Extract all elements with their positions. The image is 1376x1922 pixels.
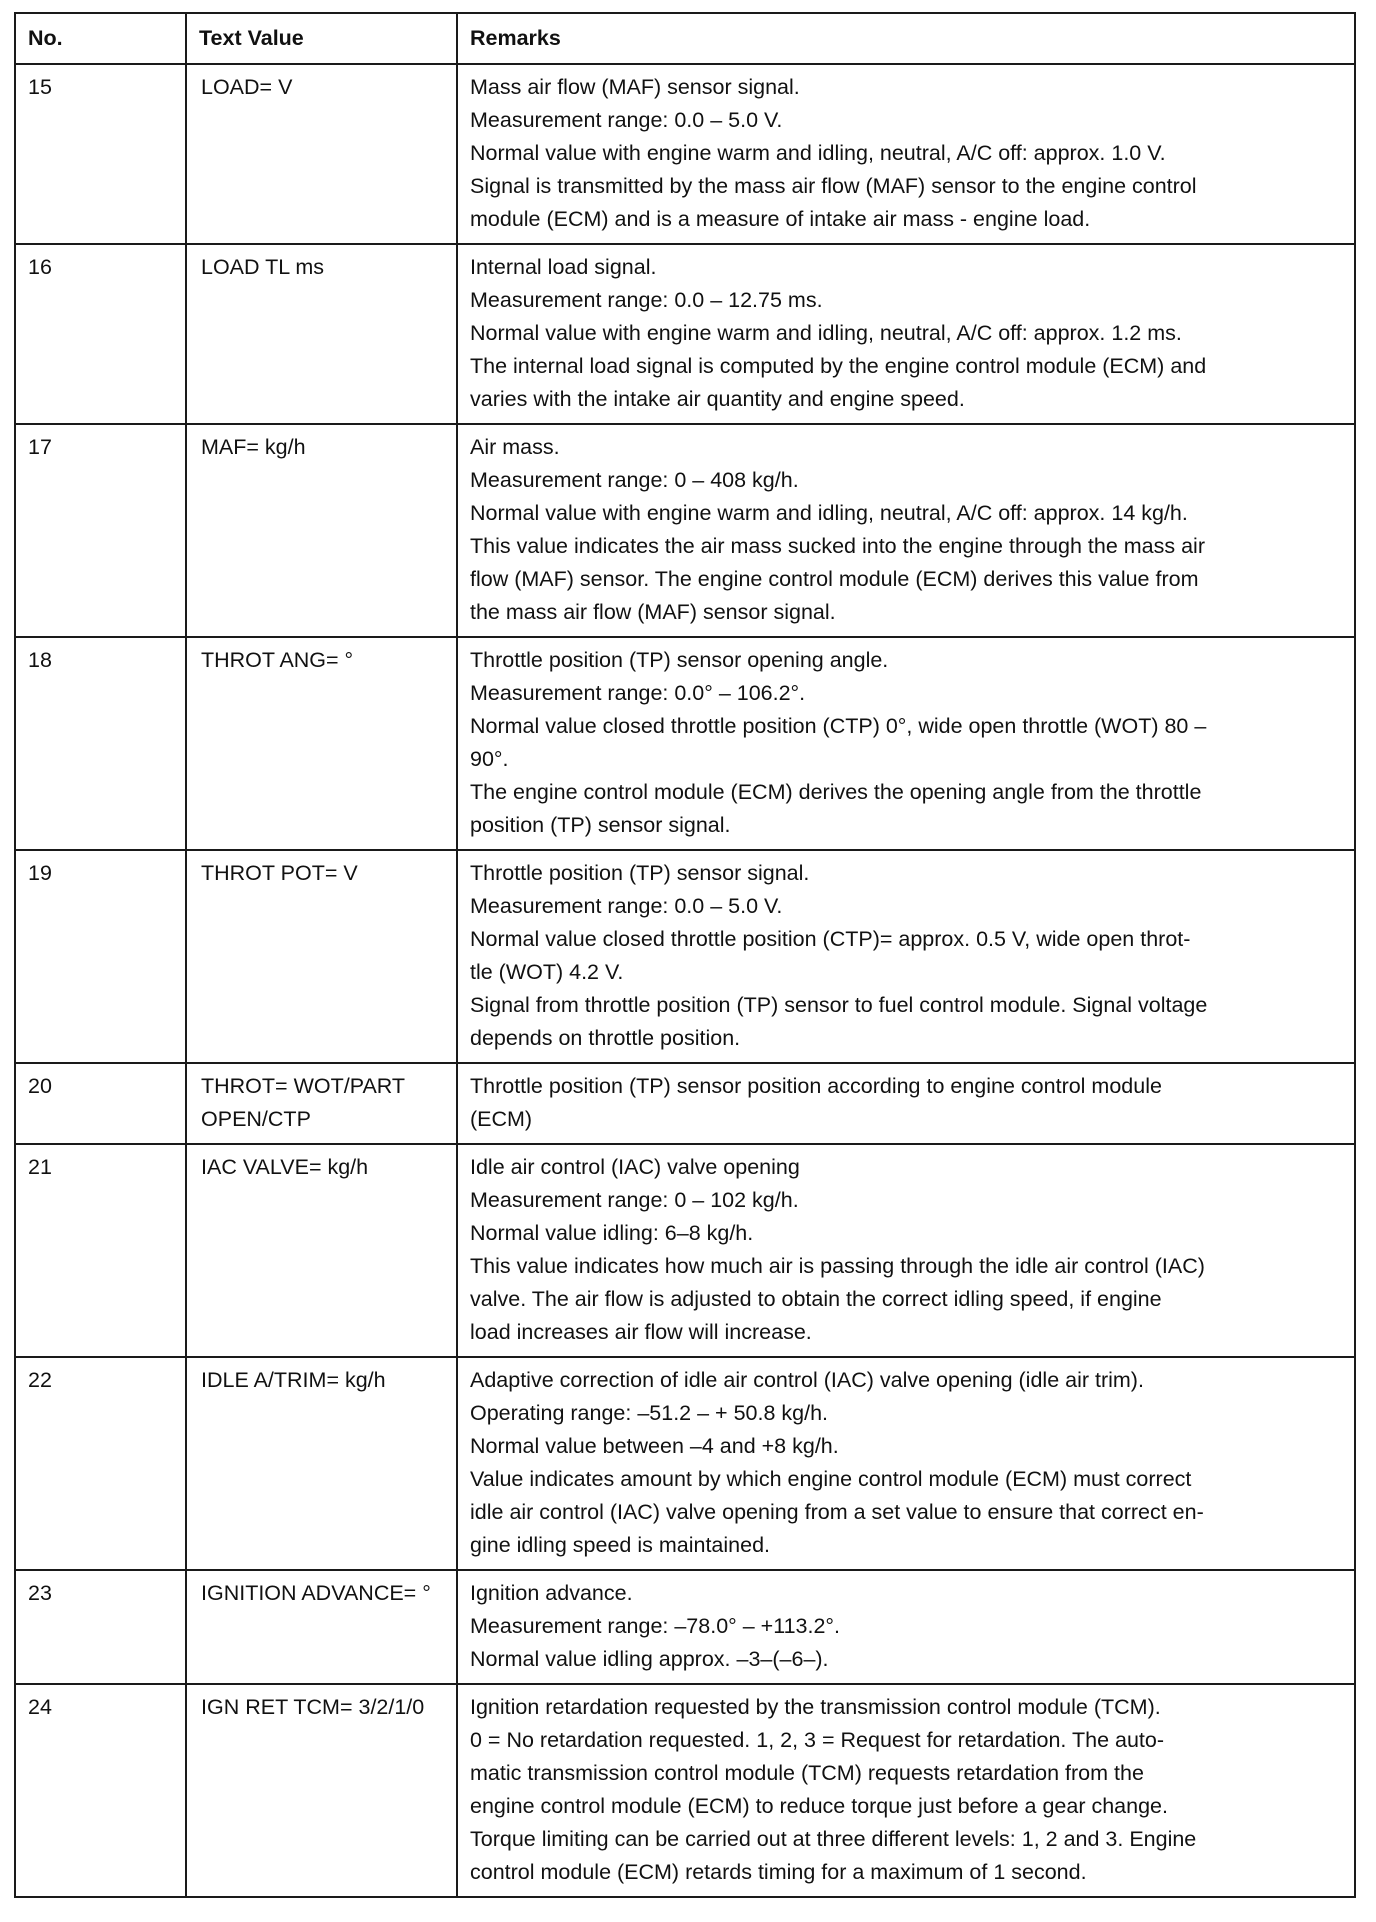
remark-line: This value indicates how much air is passing through the idle air control (IAC)	[470, 1254, 1205, 1278]
remark-line: tle (WOT) 4.2 V.	[470, 960, 624, 984]
remark-line: Normal value with engine warm and idling, neutral, A/C off: approx. 1.0 V.	[470, 141, 1166, 165]
remark-line: gine idling speed is maintained.	[470, 1533, 771, 1557]
table-row	[15, 64, 1355, 244]
remarks	[457, 1684, 1355, 1897]
remark-line: 90°.	[470, 747, 509, 771]
remark-line: Measurement range: 0 – 408 kg/h.	[470, 468, 799, 492]
remark-line: module (ECM) and is a measure of intake air mass - engine load.	[470, 207, 1091, 231]
text-value: LOAD= V	[186, 64, 457, 244]
table-row	[15, 1570, 1355, 1684]
remark-line: Normal value with engine warm and idling, neutral, A/C off: approx. 14 kg/h.	[470, 501, 1188, 525]
text-value: LOAD TL ms	[186, 244, 457, 424]
remarks	[457, 1570, 1355, 1684]
remarks	[457, 1063, 1355, 1144]
table-body	[15, 64, 1355, 1897]
remark-line: Adaptive correction of idle air control (IAC) valve opening (idle air trim).	[470, 1368, 1144, 1392]
remark-line: Normal value idling approx. –3–(–6–).	[470, 1647, 829, 1671]
text-value: IGNITION ADVANCE= °	[186, 1570, 457, 1684]
row-number: 18	[15, 637, 186, 850]
remark-line: Normal value with engine warm and idling, neutral, A/C off: approx. 1.2 ms.	[470, 321, 1182, 345]
row-number: 15	[15, 64, 186, 244]
remark-line: (ECM)	[470, 1107, 533, 1131]
remark-line: Internal load signal.	[470, 255, 657, 279]
remark-line: idle air control (IAC) valve opening from a set value to ensure that correct en-	[470, 1500, 1204, 1524]
remark-line: This value indicates the air mass sucked into the engine through the mass air	[470, 534, 1205, 558]
header-remarks: Remarks	[457, 13, 1355, 64]
remark-line: engine control module (ECM) to reduce torque just before a gear change.	[470, 1794, 1168, 1818]
header-no: No.	[15, 13, 186, 64]
row-number: 20	[15, 1063, 186, 1144]
header-text-value: Text Value	[186, 13, 457, 64]
remark-line: Measurement range: 0.0 – 5.0 V.	[470, 108, 783, 132]
remark-line: Ignition advance.	[470, 1581, 633, 1605]
remark-line: Torque limiting can be carried out at three different levels: 1, 2 and 3. Engine	[470, 1827, 1197, 1851]
remark-line: Value indicates amount by which engine control module (ECM) must correct	[470, 1467, 1192, 1491]
remarks	[457, 1357, 1355, 1570]
table-row	[15, 850, 1355, 1063]
remark-line: valve. The air flow is adjusted to obtain the correct idling speed, if engine	[470, 1287, 1162, 1311]
text-value: THROT POT= V	[186, 850, 457, 1063]
remark-line: Normal value closed throttle position (CTP) 0°, wide open throttle (WOT) 80 –	[470, 714, 1207, 738]
table-row	[15, 424, 1355, 637]
remark-line: Mass air flow (MAF) sensor signal.	[470, 75, 800, 99]
remark-line: Signal is transmitted by the mass air flow (MAF) sensor to the engine control	[470, 174, 1197, 198]
remark-line: load increases air flow will increase.	[470, 1320, 812, 1344]
remarks	[457, 637, 1355, 850]
row-number: 23	[15, 1570, 186, 1684]
table-row	[15, 1684, 1355, 1897]
remarks	[457, 244, 1355, 424]
remark-line: Normal value closed throttle position (CTP)= approx. 0.5 V, wide open throt-	[470, 927, 1191, 951]
row-number: 19	[15, 850, 186, 1063]
remark-line: the mass air flow (MAF) sensor signal.	[470, 600, 836, 624]
row-number: 22	[15, 1357, 186, 1570]
text-value: IDLE A/TRIM= kg/h	[186, 1357, 457, 1570]
remarks	[457, 850, 1355, 1063]
text-value: IGN RET TCM= 3/2/1/0	[186, 1684, 457, 1897]
remark-line: Measurement range: 0 – 102 kg/h.	[470, 1188, 799, 1212]
remark-line: Throttle position (TP) sensor signal.	[470, 861, 810, 885]
remark-line: Normal value idling: 6–8 kg/h.	[470, 1221, 754, 1245]
remark-line: Measurement range: 0.0° – 106.2°.	[470, 681, 806, 705]
remark-line: 0 = No retardation requested. 1, 2, 3 = Request for retardation. The auto-	[470, 1728, 1165, 1752]
remarks	[457, 424, 1355, 637]
parameter-table	[14, 12, 1356, 1898]
text-value: MAF= kg/h	[186, 424, 457, 637]
remark-line: The engine control module (ECM) derives the opening angle from the throttle	[470, 780, 1202, 804]
table-row	[15, 637, 1355, 850]
row-number: 16	[15, 244, 186, 424]
remark-line: Signal from throttle position (TP) sensor to fuel control module. Signal voltage	[470, 993, 1208, 1017]
remark-line: Measurement range: 0.0 – 5.0 V.	[470, 894, 783, 918]
remark-line: varies with the intake air quantity and engine speed.	[470, 387, 965, 411]
remark-line: position (TP) sensor signal.	[470, 813, 731, 837]
table-header-row	[15, 13, 1355, 64]
row-number: 21	[15, 1144, 186, 1357]
remarks	[457, 64, 1355, 244]
remark-line: Throttle position (TP) sensor position according to engine control module	[470, 1074, 1162, 1098]
remark-line: Measurement range: –78.0° – +113.2°.	[470, 1614, 840, 1638]
remark-line: The internal load signal is computed by the engine control module (ECM) and	[470, 354, 1207, 378]
remark-line: flow (MAF) sensor. The engine control module (ECM) derives this value from	[470, 567, 1199, 591]
row-number: 24	[15, 1684, 186, 1897]
remarks	[457, 1144, 1355, 1357]
remark-line: Measurement range: 0.0 – 12.75 ms.	[470, 288, 823, 312]
remark-line: Throttle position (TP) sensor opening angle.	[470, 648, 889, 672]
text-value: IAC VALVE= kg/h	[186, 1144, 457, 1357]
table-row	[15, 1357, 1355, 1570]
remark-line: matic transmission control module (TCM) requests retardation from the	[470, 1761, 1144, 1785]
remark-line: Normal value between –4 and +8 kg/h.	[470, 1434, 839, 1458]
row-number: 17	[15, 424, 186, 637]
text-value: THROT ANG= °	[186, 637, 457, 850]
remark-line: Ignition retardation requested by the transmission control module (TCM).	[470, 1695, 1161, 1719]
remark-line: depends on throttle position.	[470, 1026, 741, 1050]
text-value: THROT= WOT/PART OPEN/CTP	[186, 1063, 457, 1144]
table-row	[15, 1063, 1355, 1144]
remark-line: Idle air control (IAC) valve opening	[470, 1155, 800, 1179]
table-row	[15, 1144, 1355, 1357]
remark-line: Operating range: –51.2 – + 50.8 kg/h.	[470, 1401, 828, 1425]
remark-line: Air mass.	[470, 435, 560, 459]
table-row	[15, 244, 1355, 424]
remark-line: control module (ECM) retards timing for a maximum of 1 second.	[470, 1860, 1087, 1884]
